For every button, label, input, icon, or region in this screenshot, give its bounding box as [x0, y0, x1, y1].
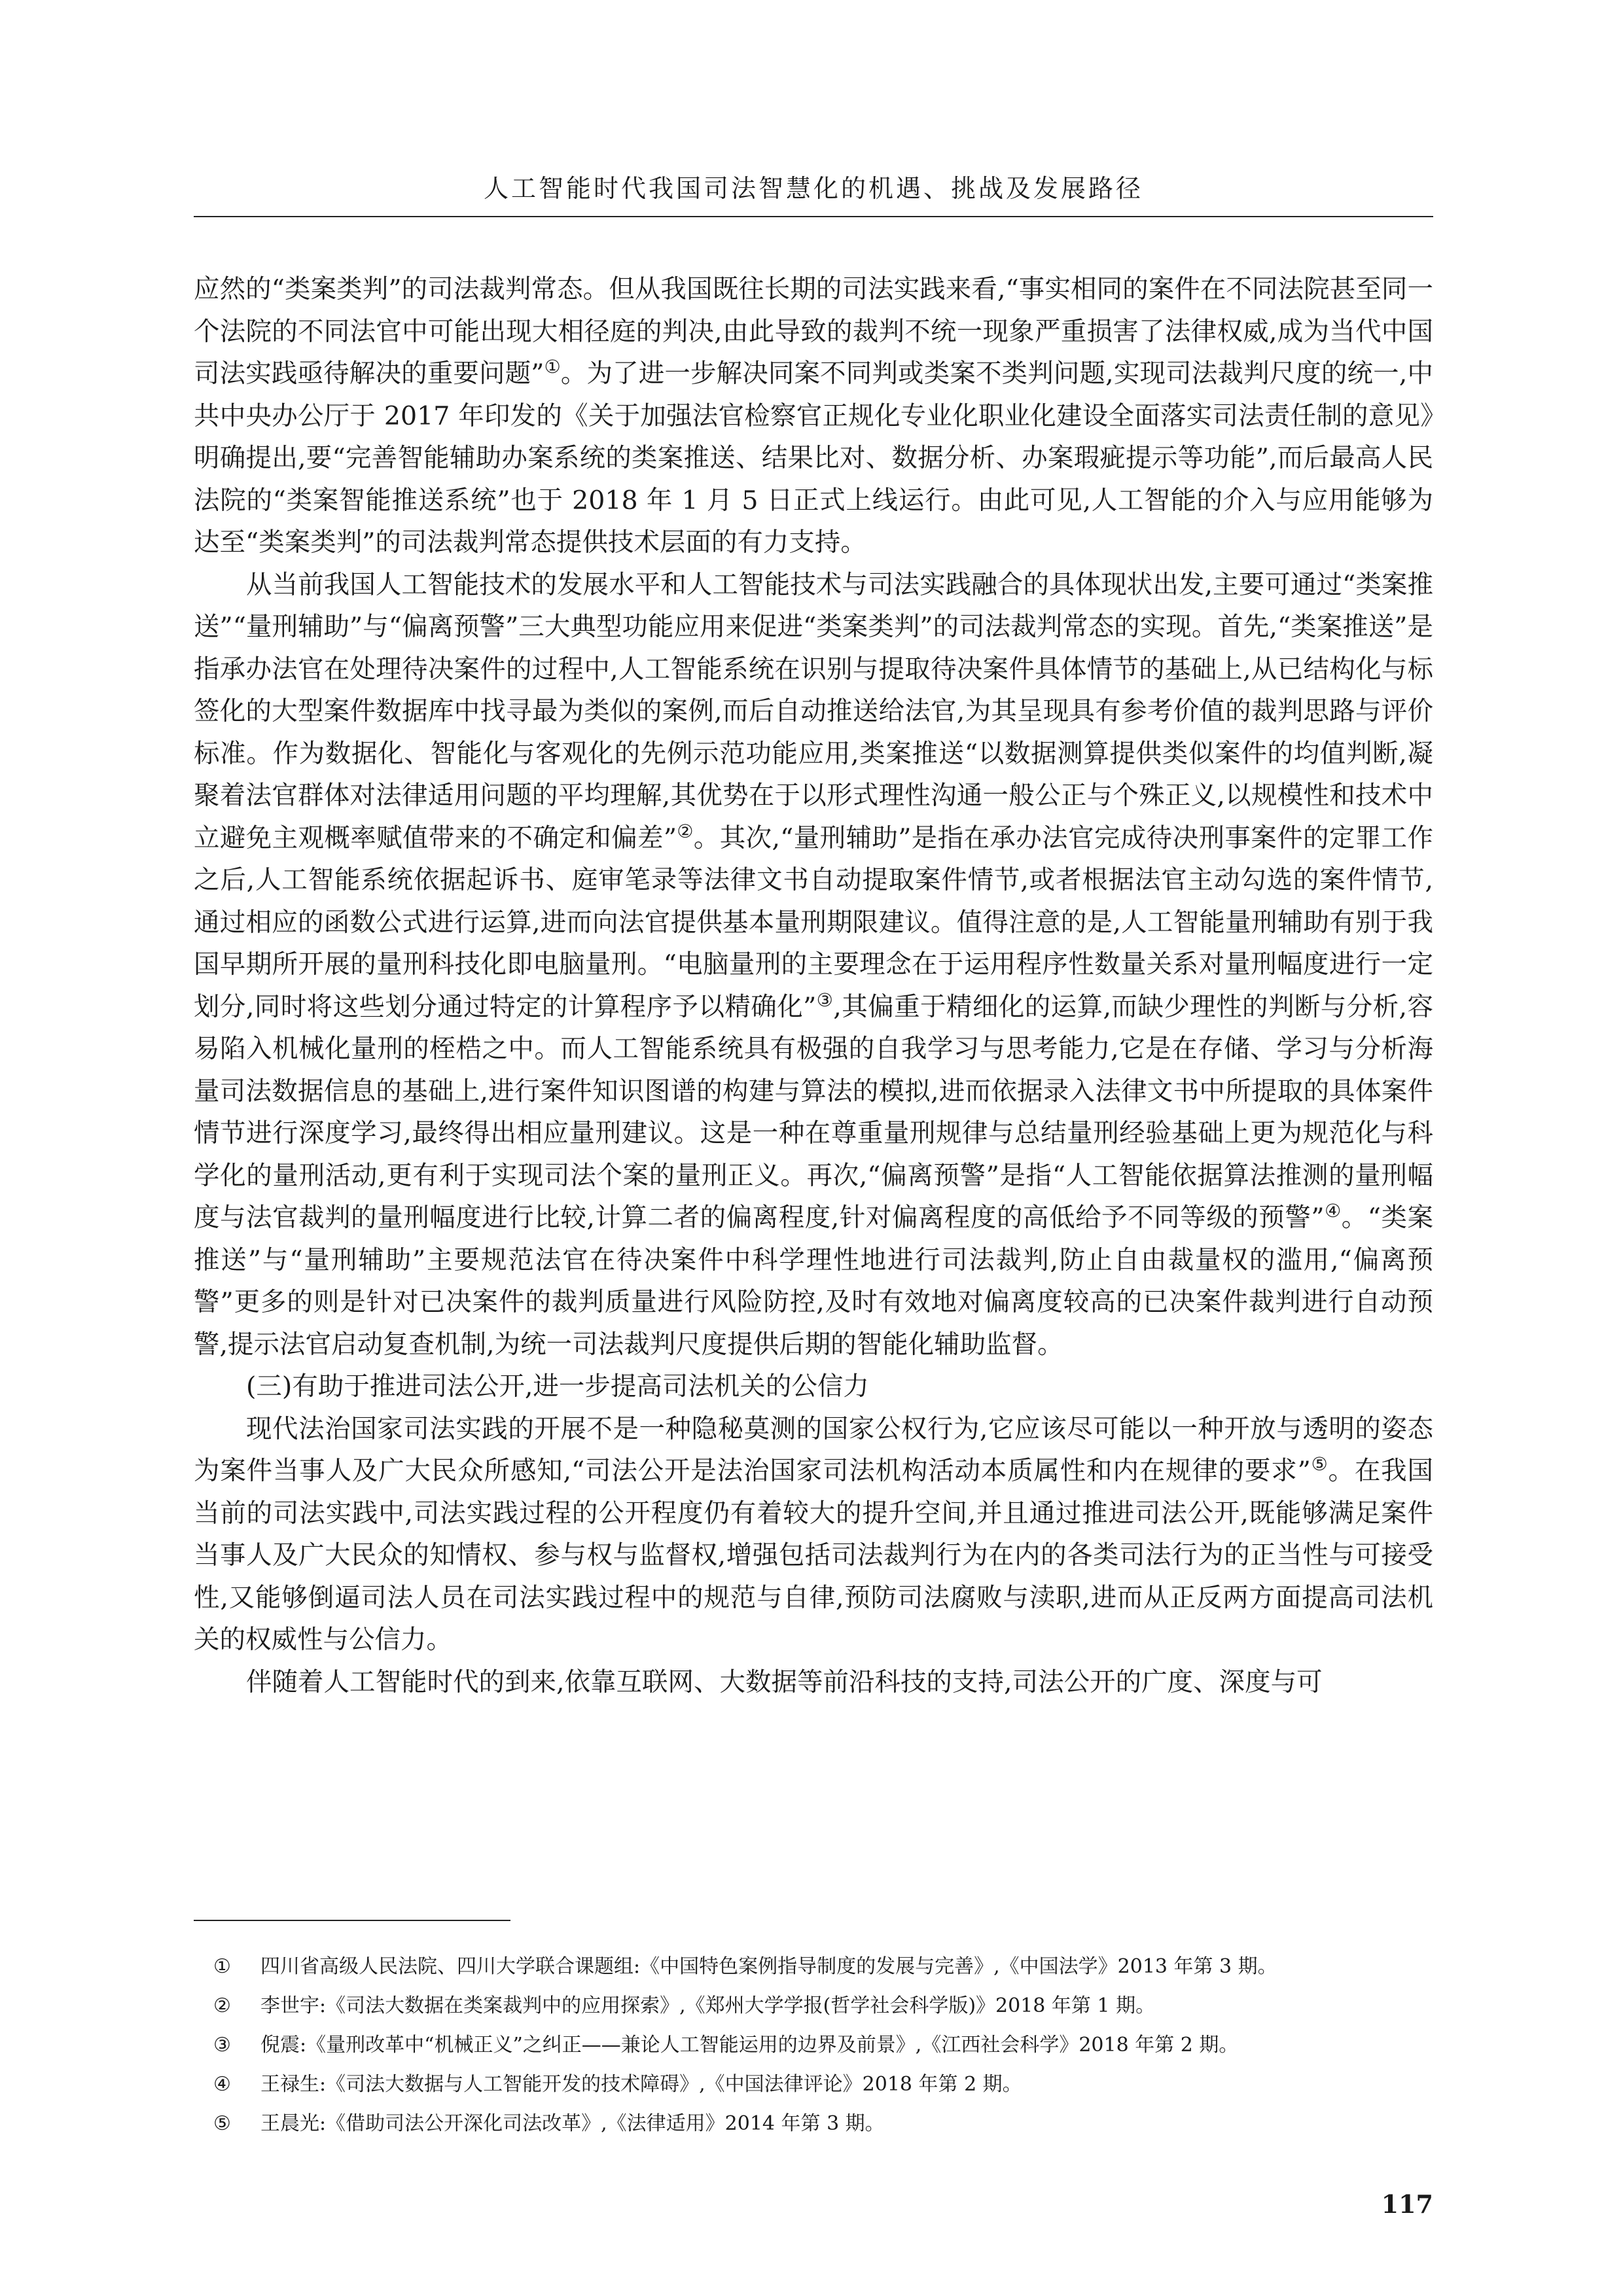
- footnote-text: 李世宇:《司法大数据在类案裁判中的应用探索》,《郑州大学学报(哲学社会科学版)》2018 年第 1 期。: [260, 1994, 1156, 2017]
- page-number: 117: [1381, 2189, 1433, 2219]
- footnotes: [213, 1947, 1433, 2144]
- footnote-marker: ④: [213, 2073, 231, 2096]
- paragraph-2-text-d: 。“类案推送”与“量刑辅助”主要规范法官在待决案件中科学理性地进行司法裁判,防止自由裁量权的滥用,“偏离预警”更多的则是针对已决案件的裁判质量进行风险防控,及时有效地对偏离度较高的已决案件裁判进行自动预警,提示法官启动复查机制,为统一司法裁判尺度提供后期的智能化辅助监督。: [194, 1203, 1433, 1360]
- footnote-divider: [194, 1920, 510, 1921]
- footnote-marker: ⑤: [213, 2112, 231, 2135]
- footnote-4: [213, 2065, 1433, 2104]
- paragraph-2: [194, 564, 1433, 1366]
- header-divider: [194, 216, 1433, 217]
- footnote-ref-2[interactable]: ②: [677, 820, 694, 842]
- paragraph-3: [194, 1408, 1433, 1661]
- footnote-1: [213, 1947, 1433, 1987]
- paragraph-1-text-a: 应然的“类案类判”的司法裁判常态。但从我国既往长期的司法实践来看,“事实相同的案件在不同法院甚至同一个法院的不同法官中可能出现大相径庭的判决,由此导致的裁判不统一现象严重损害了法律权威,成为当代中国司法实践亟待解决的重要问题”: [194, 274, 1433, 389]
- paragraph-2-text-c: ,其偏重于精细化的运算,而缺少理性的判断与分析,容易陷入机械化量刑的桎梏之中。而人工智能系统具有极强的自我学习与思考能力,它是在存储、学习与分析海量司法数据信息的基础上,进行案件知识图谱的构建与算法的模拟,进而依据录入法律文书中所提取的具体案件情节进行深度学习,最终得出相应量刑建议。这是一种在尊重量刑规律与总结量刑经验基础上更为规范化与科学化的量刑活动,更有利于实现司法个案的量刑正义。再次,“偏离预警”是指“人工智能依据算法推测的量刑幅度与法官裁判的量刑幅度进行比较,计算二者的偏离程度,针对偏离程度的高低给予不同等级的预警”: [194, 991, 1434, 1233]
- paragraph-3-text-a: 现代法治国家司法实践的开展不是一种隐秘莫测的国家公权行为,它应该尽可能以一种开放与透明的姿态为案件当事人及广大民众所感知,“司法公开是法治国家司法机构活动本质属性和内在规律的要求”: [194, 1413, 1433, 1486]
- footnote-ref-1[interactable]: ①: [544, 356, 561, 378]
- footnote-text: 四川省高级人民法院、四川大学联合课题组:《中国特色案例指导制度的发展与完善》,《中国法学》2013 年第 3 期。: [260, 1955, 1277, 1978]
- paragraph-4: 伴随着人工智能时代的到来,依靠互联网、大数据等前沿科技的支持,司法公开的广度、深度与可: [246, 1667, 1323, 1697]
- footnote-marker: ③: [213, 2034, 231, 2057]
- footnote-ref-5[interactable]: ⑤: [1310, 1453, 1329, 1475]
- paragraph-2-text-b: 。其次,“量刑辅助”是指在承办法官完成待决刑事案件的定罪工作之后,人工智能系统依据起诉书、庭审笔录等法律文书自动提取案件情节,或者根据法官主动勾选的案件情节,通过相应的函数公式进行运算,进而向法官提供基本量刑期限建议。值得注意的是,人工智能量刑辅助有别于我国早期所开展的量刑科技化即电脑量刑。“电脑量刑的主要理念在于运用程序性数量关系对量刑幅度进行一定划分,同时将这些划分通过特定的计算程序予以精确化”: [194, 822, 1434, 1022]
- footnote-5: [213, 2104, 1433, 2144]
- body-text: [194, 268, 1433, 1703]
- footnote-text: 王晨光:《借助司法公开深化司法改革》,《法律适用》2014 年第 3 期。: [260, 2112, 885, 2135]
- footnote-3: [213, 2026, 1433, 2065]
- paragraph-3-text-b: 。在我国当前的司法实践中,司法实践过程的公开程度仍有着较大的提升空间,并且通过推进司法公开,既能够满足案件当事人及广大民众的知情权、参与权与监督权,增强包括司法裁判行为在内的各类司法行为的正当性与可接受性,又能够倒逼司法人员在司法实践过程中的规范与自律,预防司法腐败与渎职,进而从正反两方面提高司法机关的权威性与公信力。: [194, 1456, 1434, 1655]
- footnote-ref-4[interactable]: ④: [1324, 1200, 1342, 1222]
- footnote-2: [213, 1987, 1433, 2026]
- paragraph-1-text-b: 。为了进一步解决同案不同判或类案不类判问题,实现司法裁判尺度的统一,中共中央办公厅于 2017 年印发的《关于加强法官检察官正规化专业化职业化建设全面落实司法责任制的意见》明确提出,要“完善智能辅助办案系统的类案推送、结果比对、数据分析、办案瑕疵提示等功能”,而后最高人民法院的“类案智能推送系统”也于 2018 年 1 月 5 日正式上线运行。由此可见,人工智能的介入与应用能够为达至“类案类判”的司法裁判常态提供技术层面的有力支持。: [194, 359, 1433, 557]
- footnote-text: 倪震:《量刑改革中“机械正义”之纠正——兼论人工智能运用的边界及前景》,《江西社会科学》2018 年第 2 期。: [260, 2034, 1239, 2057]
- footnote-marker: ②: [213, 1994, 231, 2017]
- footnote-ref-3[interactable]: ③: [816, 989, 834, 1011]
- paragraph-2-text-a: 从当前我国人工智能技术的发展水平和人工智能技术与司法实践融合的具体现状出发,主要可通过“类案推送”“量刑辅助”与“偏离预警”三大典型功能应用来促进“类案类判”的司法裁判常态的实现。首先,“类案推送”是指承办法官在处理待决案件的过程中,人工智能系统在识别与提取待决案件具体情节的基础上,从已结构化与标签化的大型案件数据库中找寻最为类似的案例,而后自动推送给法官,为其呈现具有参考价值的裁判思路与评价标准。作为数据化、智能化与客观化的先例示范功能应用,类案推送“以数据测算提供类似案件的均值判断,凝聚着法官群体对法律适用问题的平均理解,其优势在于以形式理性沟通一般公正与个殊正义,以规模性和技术中立避免主观概率赋值带来的不确定和偏差”: [194, 569, 1433, 853]
- footnote-text: 王禄生:《司法大数据与人工智能开发的技术障碍》,《中国法律评论》2018 年第 2 期。: [260, 2073, 1022, 2096]
- paragraph-1: [194, 268, 1433, 564]
- running-header: 人工智能时代我国司法智慧化的机遇、挑战及发展路径: [483, 174, 1143, 203]
- footnote-marker: ①: [213, 1955, 231, 1978]
- section-subheading: (三)有助于推进司法公开,进一步提高司法机关的公信力: [246, 1371, 869, 1402]
